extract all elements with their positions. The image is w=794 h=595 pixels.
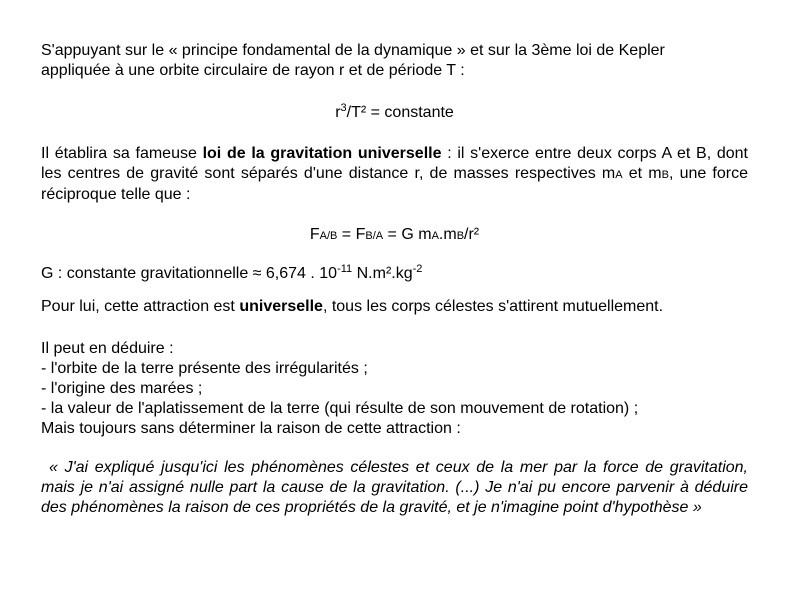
intro-line-1: S'appuyant sur le « principe fondamental de la dynamique » et sur la 3ème loi de Kepler	[41, 42, 665, 59]
deduction-line: - l'origine des marées ;	[41, 380, 203, 397]
gravitation-law-bold: loi de la gravitation universelle	[202, 145, 442, 162]
gravitation-text-before: Il établira sa fameuse	[41, 145, 203, 162]
gravitation-text-after: : il s'exerce entre deux corps A et B, dont les centres de gravité sont séparés d'une distance r, de masses respectives m	[41, 145, 748, 182]
formula-f2-sub: B/A	[365, 230, 384, 242]
intro-line-2: appliquée à une orbite circulaire de rayon r et de période T :	[41, 62, 465, 79]
formula-mb-sub: B	[456, 230, 465, 242]
constant-text: G : constante gravitationnelle ≈ 6,674 . 10	[41, 265, 338, 282]
formula-eq2: = G m	[383, 226, 432, 243]
formula-eq1: = F	[337, 226, 366, 243]
universal-text-before: Pour lui, cette attraction est	[41, 298, 240, 315]
universal-text-after: , tous les corps célestes s'attirent mutuellement.	[322, 298, 664, 315]
formula-ma-sub: A	[431, 230, 439, 242]
constant-exponent-2: -2	[412, 263, 423, 275]
deduction-line: Il peut en déduire :	[41, 340, 174, 357]
formula-f1: F	[309, 226, 320, 243]
intro-paragraph	[41, 41, 748, 81]
universal-bold: universelle	[239, 298, 323, 315]
mass-b-subscript: B	[661, 169, 669, 181]
kepler-formula	[41, 103, 748, 123]
universal-paragraph	[41, 297, 748, 317]
mass-a-subscript: A	[615, 169, 623, 181]
kepler-r: r	[335, 104, 341, 121]
newton-formula	[41, 225, 748, 246]
deduction-line: - l'orbite de la terre présente des irrégularités ;	[41, 360, 368, 377]
formula-dot: .m	[438, 226, 457, 243]
gravitation-text-end: , une force réciproque telle que :	[41, 165, 749, 203]
gravitation-paragraph	[41, 144, 748, 205]
deductions-list	[41, 339, 748, 439]
deduction-line: - la valeur de l'aplatissement de la terre (qui résulte de son mouvement de rotation) ;	[41, 400, 639, 417]
kepler-exponent: 3	[340, 102, 347, 114]
deduction-line: Mais toujours sans déterminer la raison de cette attraction :	[41, 420, 461, 437]
constant-unit: N.m².kg	[352, 265, 413, 282]
formula-f1-sub: A/B	[319, 230, 338, 242]
constant-line	[41, 264, 748, 284]
formula-tail: /r²	[464, 226, 480, 243]
newton-quote: « J'ai expliqué jusqu'ici les phénomènes célestes et ceux de la mer par la force de gravitation, mais je n'ai assigné nulle part la cause de la gravitation. (...) Je n'ai pu encore parvenir à déduire des phénomènes la raison de ces propriétés de la gravité, et je n'imagine point d'hypothèse »	[41, 459, 748, 516]
constant-exponent-1: -11	[337, 263, 353, 275]
kepler-rest: /T² = constante	[346, 104, 454, 121]
gravitation-text-mid: et m	[622, 165, 662, 182]
